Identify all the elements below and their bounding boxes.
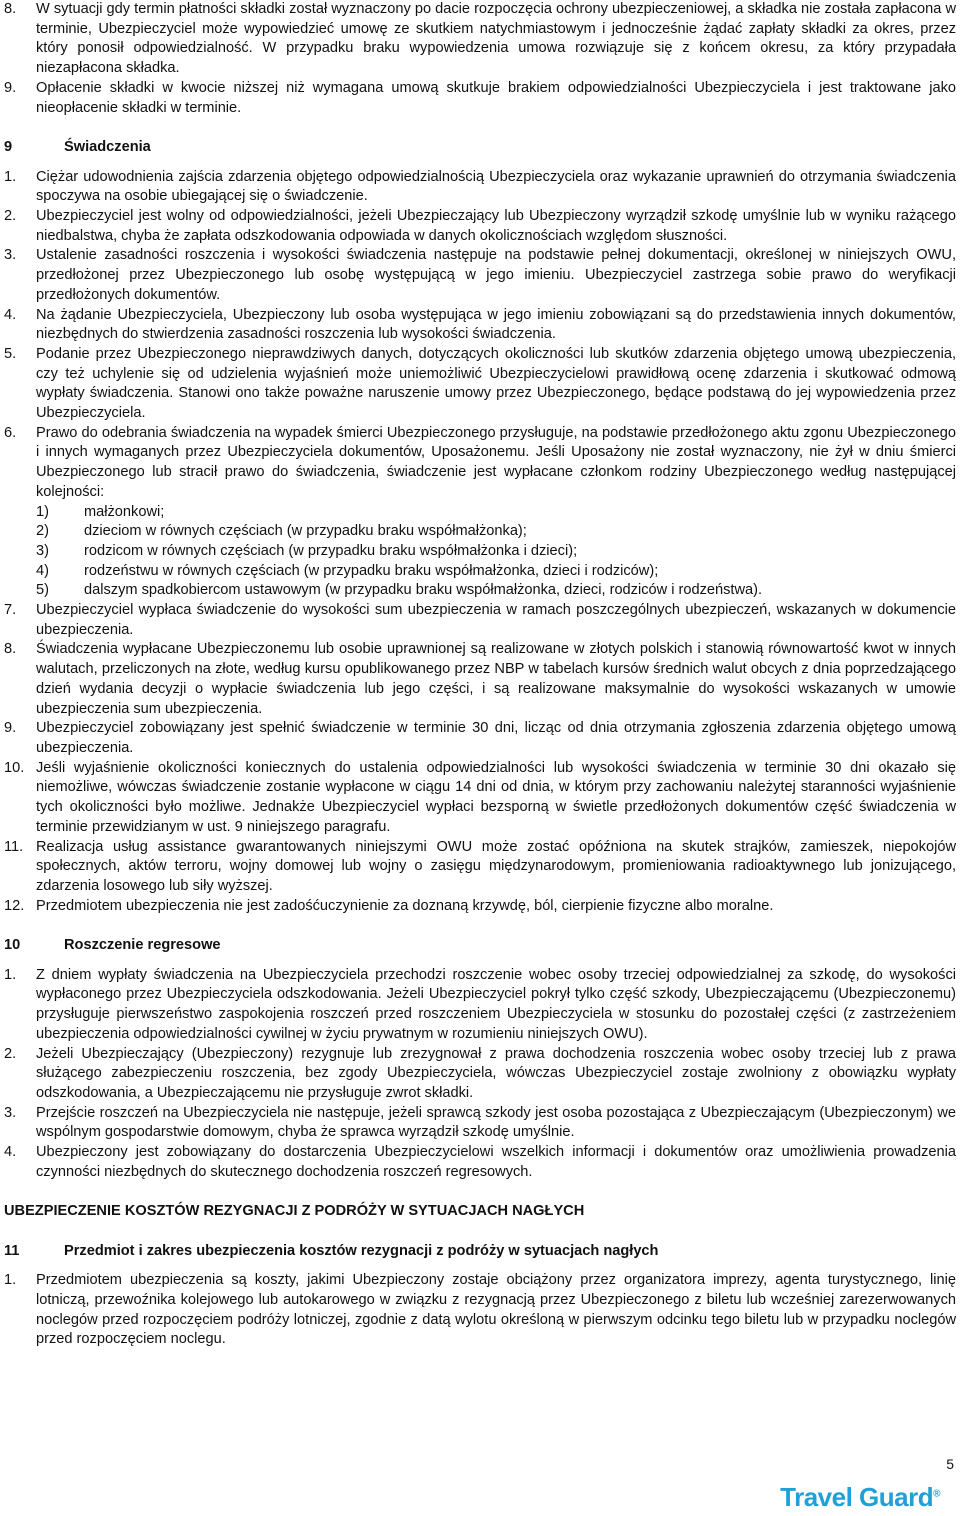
- spacer: [0, 956, 960, 966]
- list-subitem: [0, 542, 960, 562]
- paragraph-number: 8.: [4, 641, 17, 658]
- paragraph-number: 3.: [4, 1104, 17, 1121]
- paragraph-number: 5.: [4, 345, 17, 362]
- numbered-paragraph: [0, 424, 960, 503]
- spacer: [0, 1182, 960, 1202]
- list-subitem: [0, 562, 960, 582]
- paragraph-number: 2): [36, 523, 49, 540]
- numbered-paragraph: [0, 79, 960, 118]
- numbered-paragraph: [0, 759, 960, 838]
- spacer: [0, 118, 960, 138]
- paragraph-number: 1.: [4, 966, 17, 983]
- paragraph-number: 1.: [4, 168, 17, 185]
- registered-mark: ®: [933, 1488, 940, 1500]
- paragraph-text: Przedmiotem ubezpieczenia nie jest zadośćuczynienie za doznaną krzywdę, ból, cierpienie fizyczne albo moralne.: [36, 897, 774, 914]
- paragraph-text: dalszym spadkobiercom ustawowym (w przypadku braku współmałżonka, dzieci, rodziców i rodzeństwa).: [84, 582, 763, 599]
- paragraph-text: Prawo do odebrania świadczenia na wypadek śmierci Ubezpieczonego przysługuje, na podstawie przedłożonego aktu zgonu Ubezpieczonego i innych wymaganych przez Ubezpieczyciela dokumentów, Uposażonemu. Jeśli Uposażony nie został wyznaczony, nie żył w dniu śmierci Ubezpieczonego lub stracił prawo do świadczenia, świadczenie jest wypłacane członkom rodziny Ubezpieczonego według następującej kolejności:: [36, 424, 956, 500]
- paragraph-number: 3.: [4, 247, 17, 264]
- paragraph-text: Przejście roszczeń na Ubezpieczyciela nie następuje, jeżeli sprawcą szkody jest osoba pozostająca z Ubezpieczającym (Ubezpieczonym) we wspólnym gospodarstwie domowym, chyba że sprawca wyrządził szkodę umyślnie.: [36, 1104, 956, 1141]
- paragraph-number: 5): [36, 582, 49, 599]
- numbered-paragraph: [0, 1104, 960, 1143]
- numbered-paragraph: [0, 640, 960, 719]
- numbered-paragraph: [0, 0, 960, 79]
- paragraph-number: 6.: [4, 424, 17, 441]
- paragraph-text: rodzeństwu w równych częściach (w przypadku braku współmałżonka, dzieci i rodziców);: [84, 562, 659, 579]
- logo-text: Travel Guard: [780, 1482, 934, 1512]
- numbered-paragraph: [0, 345, 960, 424]
- numbered-paragraph: [0, 719, 960, 758]
- paragraph-number: 4.: [4, 306, 17, 323]
- paragraph-number: 1): [36, 503, 49, 520]
- section-heading: [0, 936, 960, 956]
- section-heading: [0, 1242, 960, 1262]
- section-number: 11: [4, 1242, 20, 1259]
- numbered-paragraph: [0, 966, 960, 1045]
- paragraph-number: 10.: [4, 759, 25, 776]
- page-number: 5: [946, 1456, 954, 1472]
- paragraph-number: 7.: [4, 602, 17, 619]
- paragraph-text: Ubezpieczyciel zobowiązany jest spełnić świadczenie w terminie 30 dni, licząc od dnia otrzymania zgłoszenia zdarzenia objętego umową ubezpieczenia.: [36, 720, 956, 756]
- paragraph-number: 2.: [4, 1045, 17, 1062]
- list-subitem: [0, 522, 960, 542]
- paragraph-number: 3): [36, 542, 49, 559]
- paragraph-text: Świadczenia wypłacane Ubezpieczonemu lub osobie uprawnionej są realizowane w złotych polskich i stanowią równowartość kwot w innych walutach, przeliczonych na złote, według kursu opublikowanego przez NBP w tabelach kursów średnich walut obcych z dnia poprzedzającego dzień wydania decyzji o wypłacie świadczenia lub jego części, i są realizowane maksymalnie do wysokości wskazanych w umowie ubezpieczenia sum ubezpieczenia.: [36, 641, 956, 717]
- paragraph-text: Podanie przez Ubezpieczonego nieprawdziwych danych, dotyczących okoliczności lub skutków zdarzenia objętego umową ubezpieczenia, czy też uchylenie się od udzielenia wyjaśnień może uniemożliwić Ubezpieczycielowi prawidłową ocenę zdarzenia i skutkować odmową wypłaty świadczenia. Stanowi ono także poważne naruszenie umowy przez Ubezpieczonego, będące podstawą do jej wypowiedzenia przez Ubezpieczyciela.: [36, 345, 956, 422]
- paragraph-number: 11.: [4, 838, 24, 855]
- paragraph-text: Opłacenie składki w kwocie niższej niż wymagana umową skutkuje brakiem odpowiedzialności Ubezpieczyciela i jest traktowane jako nieopłacenie składki w terminie.: [36, 79, 956, 116]
- numbered-paragraph: [0, 1271, 960, 1350]
- numbered-paragraph: [0, 1045, 960, 1104]
- section-title: Świadczenia: [64, 138, 151, 155]
- list-subitem: [0, 581, 960, 601]
- paragraph-text: Ciężar udowodnienia zajścia zdarzenia objętego odpowiedzialnością Ubezpieczyciela oraz wykazanie uprawnień do otrzymania świadczenia spoczywa na osobie ubiegającej się o świadczenie.: [36, 168, 956, 205]
- spacer: [0, 916, 960, 936]
- paragraph-text: Jeśli wyjaśnienie okoliczności koniecznych do ustalenia odpowiedzialności lub wysokości świadczenia w terminie 30 dni okazało się niemożliwe, wówczas świadczenie zostanie wypłacone w ciągu 14 dni od dnia, w którym przy zachowaniu należytej staranności wyjaśnienie tych okoliczności było możliwe. Jednakże Ubezpieczyciel wypłaci bezsporną w świetle przedłożonych dokumentów część świadczenia w terminie przewidzianym w ust. 9 niniejszego paragrafu.: [36, 759, 956, 835]
- paragraph-text: Na żądanie Ubezpieczyciela, Ubezpieczony lub osoba występująca w jego imieniu zobowiązani są do przedstawienia innych dokumentów, niezbędnych do stwierdzenia zasadności roszczenia lub wysokości świadczenia.: [36, 306, 956, 343]
- paragraph-number: 12.: [4, 897, 25, 914]
- paragraph-text: Ubezpieczyciel jest wolny od odpowiedzialności, jeżeli Ubezpieczający lub Ubezpieczony wyrządził szkodę umyślnie lub w wyniku rażącego niedbalstwa, chyba że zapłata odszkodowania odpowiada w danych okolicznościach względom słuszności.: [36, 208, 956, 244]
- list-subitem: [0, 503, 960, 523]
- numbered-paragraph: [0, 838, 960, 897]
- spacer: [0, 1261, 960, 1271]
- paragraph-text: Ubezpieczony jest zobowiązany do dostarczenia Ubezpieczycielowi wszelkich informacji i dokumentów oraz umożliwienia prowadzenia czynności niezbędnych do skutecznego dochodzenia roszczeń regresowych.: [36, 1144, 956, 1180]
- numbered-paragraph: [0, 306, 960, 345]
- paragraph-number: 9.: [4, 720, 17, 737]
- paragraph-text: Z dniem wypłaty świadczenia na Ubezpieczyciela przechodzi roszczenie wobec osoby trzeciej odpowiedzialnej za szkodę, do wysokości wypłaconego przez Ubezpieczyciela odszkodowania. Jeżeli Ubezpieczyciel pokrył tylko część szkody, Ubezpieczającemu (Ubezpieczonemu) przysługuje pierwszeństwo zaspokojenia roszczeń przed roszczeniem Ubezpieczyciela w stosunku do pozostałej części (z zastrzeżeniem ubezpieczenia odpowiedzialności cywilnej w życiu prywatnym w rozumieniu niniejszych OWU).: [36, 966, 956, 1042]
- paragraph-text: małżonkowi;: [84, 503, 165, 520]
- paragraph-number: 2.: [4, 208, 17, 225]
- paragraph-number: 8.: [4, 1, 17, 17]
- numbered-paragraph: [0, 1143, 960, 1182]
- travel-guard-logo: [780, 1482, 940, 1513]
- paragraph-text: Realizacja usług assistance gwarantowanych niniejszymi OWU może zostać opóźniona na skutek strajków, zamieszek, niepokojów społecznych, aktów terroru, wojny domowej lub wojny o zasięgu międzynarodowym, promieniowania radioaktywnego lub jonizującego, zdarzenia losowego lub siły wyższej.: [36, 838, 956, 894]
- numbered-paragraph: [0, 601, 960, 640]
- paragraph-text: Jeżeli Ubezpieczający (Ubezpieczony) rezygnuje lub zrezygnował z prawa dochodzenia roszczenia wobec osoby trzeciej lub z prawa służącego zabezpieczeniu roszczenia, bez zgody Ubezpieczyciela, wówczas Ubezpieczyciel zostaje zwolniony z obowiązku wypłaty odszkodowania, a Ubezpieczającemu nie przysługuje zwrot składki.: [36, 1045, 956, 1101]
- section-heading: [0, 138, 960, 158]
- paragraph-text: Ustalenie zasadności roszczenia i wysokości świadczenia następuje na podstawie pełnej dokumentacji, określonej w niniejszych OWU, przedłożonej przez Ubezpieczonego lub osobę występującą w jego imieniu. Ubezpieczyciel zastrzega sobie prawo do weryfikacji przedłożonych dokumentów.: [36, 247, 956, 303]
- numbered-paragraph: [0, 897, 960, 917]
- spacer: [0, 158, 960, 168]
- numbered-paragraph: [0, 207, 960, 246]
- numbered-paragraph: [0, 168, 960, 207]
- chapter-heading: UBEZPIECZENIE KOSZTÓW REZYGNACJI Z PODRÓŻY W SYTUACJACH NAGŁYCH: [4, 1203, 585, 1220]
- section-title: Roszczenie regresowe: [64, 937, 221, 954]
- paragraph-text: Ubezpieczyciel wypłaca świadczenie do wysokości sum ubezpieczenia w ramach poszczególnych ubezpieczeń, wskazanych w dokumencie ubezpieczenia.: [36, 602, 956, 638]
- paragraph-text: dzieciom w równych częściach (w przypadku braku współmałżonka);: [84, 523, 527, 540]
- numbered-paragraph: [0, 246, 960, 305]
- spacer: [0, 1222, 960, 1242]
- section-number: 10: [4, 937, 21, 954]
- paragraph-number: 4.: [4, 1144, 17, 1161]
- paragraph-number: 1.: [4, 1272, 17, 1289]
- paragraph-number: 9.: [4, 79, 17, 96]
- paragraph-text: rodzicom w równych częściach (w przypadku braku współmałżonka i dzieci);: [84, 542, 578, 559]
- paragraph-text: W sytuacji gdy termin płatności składki został wyznaczony po dacie rozpoczęcia ochrony ubezpieczeniowej, a składka nie została zapłacona w terminie, Ubezpieczyciel może wypowiedzieć umowę ze skutkiem natychmiastowym i jednocześnie żądać zapłaty składki za okres, przez który ponosił odpowiedzialność. W przypadku braku wypowiedzenia umowa rozwiązuje się z końcem okresu, za który przypadała niezapłacona składka.: [36, 1, 956, 77]
- section-number: 9: [4, 138, 13, 155]
- paragraph-text: Przedmiotem ubezpieczenia są koszty, jakimi Ubezpieczony zostaje obciążony przez organizatora imprezy, agenta turystycznego, linię lotniczą, przewoźnika kolejowego lub autokarowego w związku z rezygnacją przez Ubezpieczonego z biletu lub wcześniej zarezerwowanych noclegów przed rozpoczęciem podróży lotniczej, zgodnie z datą wylotu określoną w pierwszym odcinku tego biletu lub w przypadku noclegów przed rozpoczęciem noclegu.: [36, 1272, 956, 1348]
- paragraph-number: 4): [36, 562, 49, 579]
- section-title: Przedmiot i zakres ubezpieczenia kosztów rezygnacji z podróży w sytuacjach nagłych: [64, 1242, 659, 1259]
